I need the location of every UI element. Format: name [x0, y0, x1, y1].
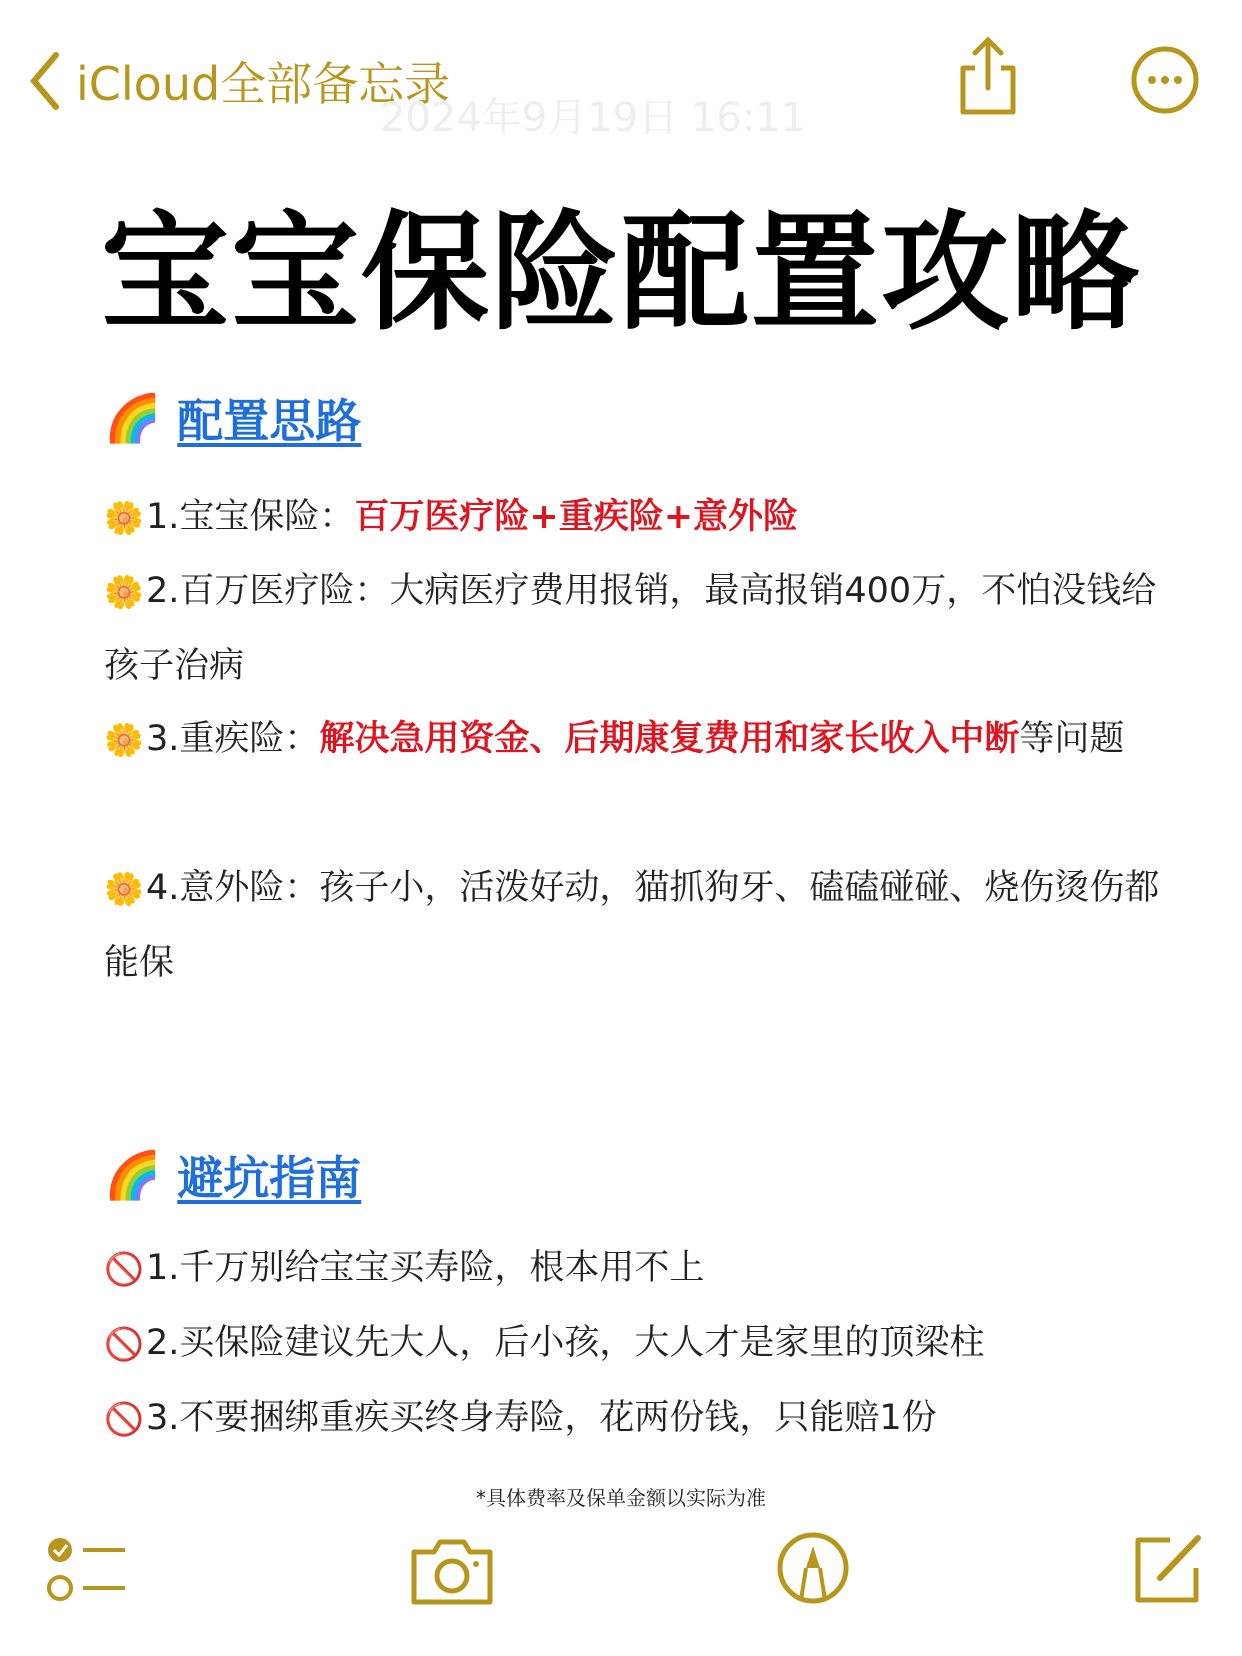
- share-icon[interactable]: [955, 36, 1021, 116]
- markup-pen-icon[interactable]: [775, 1530, 851, 1606]
- list-item: [104, 1231, 1164, 1306]
- prohibited-icon: 🚫: [104, 1400, 144, 1438]
- section-heading-pitfalls: [104, 1142, 361, 1208]
- prohibited-icon: 🚫: [104, 1325, 144, 1363]
- item-highlight: 百万医疗险+重疾险+意外险: [354, 497, 799, 537]
- flower-icon: 🌼: [104, 573, 144, 611]
- list-item: [104, 554, 1164, 703]
- rainbow-icon: 🌈: [104, 1147, 162, 1202]
- heading-text: 配置思路: [177, 394, 362, 448]
- page-title: 宝宝保险配置攻略: [100, 199, 1141, 348]
- flower-icon: 🌼: [104, 499, 144, 537]
- item-text: 4.意外险：孩子小，活泼好动，猫抓狗牙、磕磕碰碰、烧伤烫伤都能保: [104, 868, 1160, 983]
- checklist-icon[interactable]: [45, 1530, 130, 1610]
- item-text: 3.不要捆绑重疾买终身寿险，花两份钱，只能赔1份: [146, 1398, 937, 1438]
- rainbow-icon: 🌈: [104, 390, 162, 445]
- item-text: 3.重疾险：: [146, 719, 320, 759]
- item-text: 2.买保险建议先大人，后小孩，大人才是家里的顶梁柱: [146, 1323, 985, 1363]
- list-item: [104, 702, 1164, 777]
- camera-icon[interactable]: [408, 1530, 496, 1608]
- section-heading-config: [104, 385, 361, 451]
- list-item: [104, 1306, 1164, 1381]
- back-label: iCloud全部备忘录: [76, 57, 451, 111]
- more-icon[interactable]: [1130, 45, 1200, 115]
- list-item: [104, 480, 1164, 555]
- prohibited-icon: 🚫: [104, 1250, 144, 1288]
- item-highlight: 解决急用资金、后期康复费用和家长收入中断: [319, 719, 1020, 759]
- flower-icon: 🌼: [104, 721, 144, 759]
- footnote: *具体费率及保单金额以实际为准: [476, 1486, 766, 1510]
- chevron-left-icon: [28, 51, 62, 111]
- item-text: 2.百万医疗险：大病医疗费用报销，最高报销400万，不怕没钱给孩子治病: [104, 571, 1157, 686]
- compose-icon[interactable]: [1130, 1530, 1206, 1606]
- flower-icon: 🌼: [104, 870, 144, 908]
- item-suffix: 等问题: [1019, 719, 1125, 759]
- list-item: [104, 1381, 1164, 1456]
- list-item: [104, 851, 1164, 1000]
- note-date: 2024年9月19日 16:11: [380, 95, 807, 141]
- item-text: 1.宝宝保险：: [146, 497, 355, 537]
- heading-text: 避坑指南: [177, 1151, 362, 1205]
- item-text: 1.千万别给宝宝买寿险，根本用不上: [146, 1248, 705, 1288]
